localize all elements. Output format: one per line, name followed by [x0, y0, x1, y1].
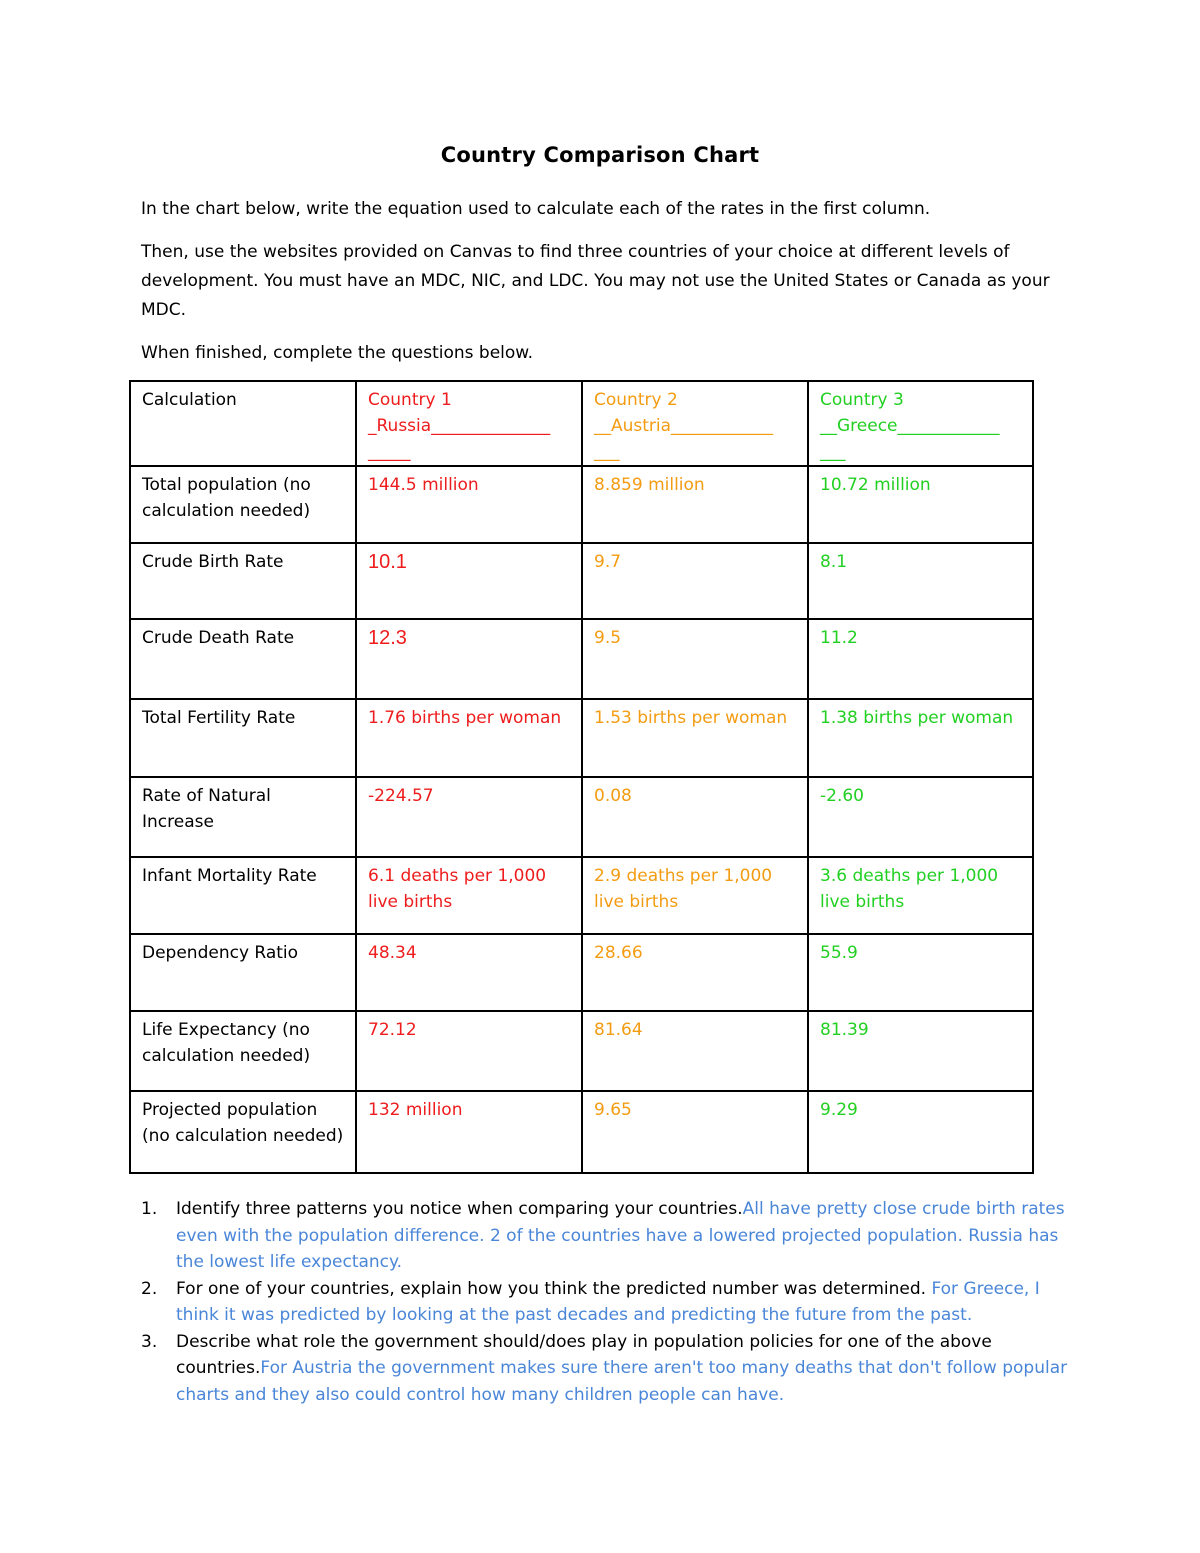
country-1-cell: 48.34: [356, 934, 582, 1011]
row-label: Total population (no calculation needed): [130, 466, 356, 543]
country-2-cell: 1.53 births per woman: [582, 699, 808, 777]
country-2-cell: 2.9 deaths per 1,000 live births: [582, 857, 808, 934]
country-1-cell: 10.1: [356, 543, 582, 619]
country-2-cell: 9.5: [582, 619, 808, 699]
country-2-cell: 9.65: [582, 1091, 808, 1173]
row-label: Infant Mortality Rate: [130, 857, 356, 934]
country-2-title: Country 2: [594, 390, 678, 410]
country-3-cell: 1.38 births per woman: [808, 699, 1033, 777]
row-label: Dependency Ratio: [130, 934, 356, 1011]
country-3-name: __Greece____________: [820, 416, 1000, 436]
table-row: [130, 466, 1033, 543]
question-item: [141, 1329, 1071, 1409]
country-3-cell: 11.2: [808, 619, 1033, 699]
header-calculation: Calculation: [130, 381, 356, 466]
country-1-cell: -224.57: [356, 777, 582, 857]
question-number: 2.: [141, 1278, 158, 1299]
country-1-title: Country 1: [368, 390, 452, 410]
table-row: [130, 934, 1033, 1011]
questions-list: [141, 1196, 1071, 1408]
country-2-cell: 28.66: [582, 934, 808, 1011]
country-3-cell: -2.60: [808, 777, 1033, 857]
row-label: Rate of Natural Increase: [130, 777, 356, 857]
finish-note: When finished, complete the questions below.: [141, 343, 534, 363]
country-3-cell: 10.72 million: [808, 466, 1033, 543]
country-1-name: _Russia______________: [368, 416, 551, 436]
country-2-cell: 9.7: [582, 543, 808, 619]
table-row: [130, 777, 1033, 857]
table-header-row: [130, 381, 1033, 466]
country-3-cell: 3.6 deaths per 1,000 live births: [808, 857, 1033, 934]
country-3-cell: 9.29: [808, 1091, 1033, 1173]
table-row: [130, 857, 1033, 934]
country-3-cell: 81.39: [808, 1011, 1033, 1091]
country-1-trail: _____: [368, 442, 411, 462]
table-row: [130, 619, 1033, 699]
country-3-title: Country 3: [820, 390, 904, 410]
row-label: Projected population (no calculation needed): [130, 1091, 356, 1173]
question-text: For one of your countries, explain how you think the predicted number was determined.: [176, 1278, 932, 1299]
answer-text: For Greece, I think it was predicted by looking at the past decades and predicting the future from the past.: [176, 1278, 1040, 1325]
country-2-name: __Austria____________: [594, 416, 774, 436]
intro-paragraph: In the chart below, write the equation used to calculate each of the rates in the first column.: [141, 199, 931, 219]
question-item: [141, 1276, 1071, 1329]
table-row: [130, 1011, 1033, 1091]
question-text: Identify three patterns you notice when comparing your countries.: [176, 1199, 743, 1219]
country-3-cell: 8.1: [808, 543, 1033, 619]
country-1-cell: 6.1 deaths per 1,000 live births: [356, 857, 582, 934]
question-number: 1.: [141, 1199, 158, 1219]
row-label: Crude Death Rate: [130, 619, 356, 699]
question-item: [141, 1196, 1071, 1276]
country-1-cell: 72.12: [356, 1011, 582, 1091]
country-3-trail: ___: [820, 442, 846, 462]
page-title: Country Comparison Chart: [440, 143, 760, 167]
table-row: [130, 543, 1033, 619]
country-1-cell: 1.76 births per woman: [356, 699, 582, 777]
comparison-table: [129, 380, 1034, 1174]
country-2-trail: ___: [594, 442, 620, 462]
row-label: Life Expectancy (no calculation needed): [130, 1011, 356, 1091]
answer-text: For Austria the government makes sure there aren't too many deaths that don't follow popular charts and they also could control how many children people can have.: [176, 1358, 1068, 1405]
country-2-cell: 0.08: [582, 777, 808, 857]
country-1-cell: 132 million: [356, 1091, 582, 1173]
country-2-cell: 81.64: [582, 1011, 808, 1091]
country-3-cell: 55.9: [808, 934, 1033, 1011]
answer-text: All have pretty close crude birth rates even with the population difference. 2 of the countries have a lowered projected population. Russia has the lowest life expectancy.: [176, 1199, 1065, 1272]
header-country-3: [808, 381, 1033, 466]
question-text: Describe what role the government should/does play in population policies for one of the above countries.: [176, 1331, 992, 1378]
country-1-cell: 12.3: [356, 619, 582, 699]
row-label: Crude Birth Rate: [130, 543, 356, 619]
country-1-cell: 144.5 million: [356, 466, 582, 543]
table-row: [130, 699, 1033, 777]
header-country-1: [356, 381, 582, 466]
header-country-2: [582, 381, 808, 466]
instructions-paragraph: Then, use the websites provided on Canvas to find three countries of your choice at different levels of development. You must have an MDC, NIC, and LDC. You may not use the United States or Canada as your MDC.: [141, 242, 1050, 320]
question-number: 3.: [141, 1331, 158, 1352]
table-row: [130, 1091, 1033, 1173]
country-2-cell: 8.859 million: [582, 466, 808, 543]
row-label: Total Fertility Rate: [130, 699, 356, 777]
